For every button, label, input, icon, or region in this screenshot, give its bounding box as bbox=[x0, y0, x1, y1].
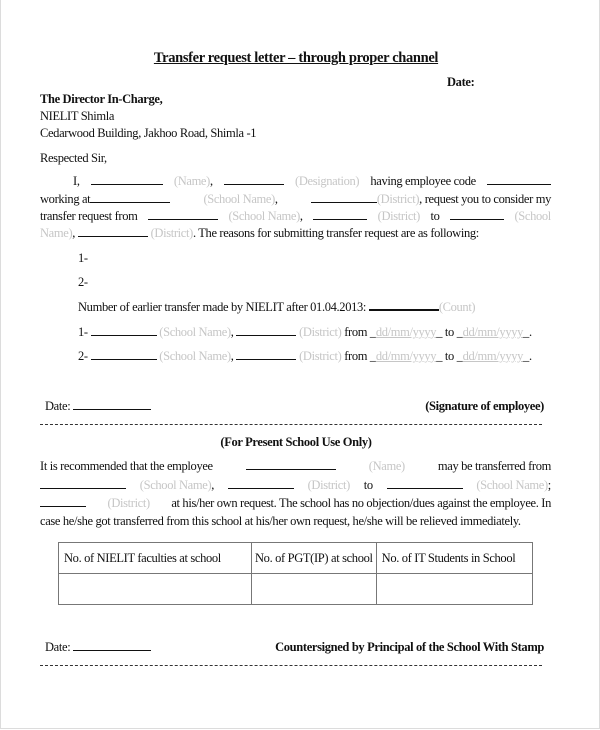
from-school-blank[interactable] bbox=[148, 208, 218, 220]
table-header-row bbox=[59, 543, 533, 574]
principal-date-blank[interactable] bbox=[73, 639, 151, 651]
text: , bbox=[209, 174, 213, 188]
to-date-field[interactable]: dd/mm/yyyy bbox=[462, 325, 524, 339]
reason-2[interactable]: 2- bbox=[78, 275, 88, 289]
recipient-org: NIELIT Shimla bbox=[40, 109, 115, 123]
school-blank[interactable] bbox=[90, 191, 170, 203]
text: Number of earlier transfer made by NIELIT after 01.04.2013: bbox=[78, 300, 367, 314]
text: ; bbox=[547, 478, 551, 492]
employee-date-blank[interactable] bbox=[73, 398, 151, 410]
placeholder: (Name) bbox=[173, 174, 210, 188]
placeholder: (District) bbox=[150, 226, 193, 240]
placeholder: (District) bbox=[376, 192, 420, 206]
text: , bbox=[230, 349, 234, 363]
rec-line-2 bbox=[40, 477, 551, 493]
text: , bbox=[299, 209, 303, 223]
employee-code-blank[interactable] bbox=[487, 173, 551, 185]
text: I, bbox=[73, 174, 80, 188]
placeholder: (School Name) bbox=[476, 478, 548, 492]
principal-date-line bbox=[45, 639, 151, 655]
count-blank[interactable] bbox=[369, 298, 439, 311]
text: . bbox=[528, 349, 532, 363]
pgt-ip-cell[interactable] bbox=[252, 574, 377, 605]
from-district-blank[interactable] bbox=[313, 208, 367, 220]
to-district-blank[interactable] bbox=[78, 225, 148, 237]
employee-signature-label: (Signature of employee) bbox=[425, 399, 544, 413]
placeholder: (School Name) bbox=[228, 209, 300, 223]
letter-title: Transfer request letter – through proper channel bbox=[153, 50, 439, 66]
para-line-3 bbox=[40, 208, 551, 224]
text: , request you to consider my bbox=[419, 192, 551, 206]
text: Date: bbox=[45, 399, 71, 413]
text: working at bbox=[40, 192, 91, 206]
text: to bbox=[444, 349, 454, 363]
history-district-blank[interactable] bbox=[236, 324, 296, 336]
placeholder: (School Name) bbox=[159, 349, 231, 363]
text: at his/her own request. The school has no objection/dues against the employee. In bbox=[171, 496, 551, 510]
history-school-blank[interactable] bbox=[91, 348, 157, 360]
district-blank[interactable] bbox=[311, 191, 377, 203]
para-line-2 bbox=[40, 191, 551, 207]
text: to bbox=[444, 325, 454, 339]
school-group bbox=[203, 191, 277, 207]
name-group bbox=[174, 173, 213, 189]
text: from bbox=[344, 349, 368, 363]
text: from bbox=[344, 325, 368, 339]
placeholder: (School Name) bbox=[159, 325, 231, 339]
from-date-field[interactable]: dd/mm/yyyy bbox=[375, 325, 437, 339]
designation-blank[interactable] bbox=[224, 173, 284, 185]
rec-to-district-blank[interactable] bbox=[40, 495, 86, 507]
date-label: Date: bbox=[447, 75, 475, 89]
earlier-transfers-line bbox=[78, 298, 475, 315]
divider bbox=[40, 424, 542, 425]
to-date-field[interactable]: dd/mm/yyyy bbox=[462, 349, 524, 363]
text: 1- bbox=[78, 325, 88, 339]
school-group bbox=[228, 208, 302, 224]
school-group bbox=[476, 477, 551, 493]
text: to bbox=[363, 478, 373, 492]
placeholder: (School bbox=[514, 209, 551, 223]
to-school-blank[interactable] bbox=[450, 208, 504, 220]
text: Date: bbox=[45, 640, 71, 654]
employee-name-blank[interactable] bbox=[246, 458, 336, 470]
school-info-table bbox=[58, 542, 533, 605]
district-group bbox=[311, 191, 551, 207]
countersigned-label: Countersigned by Principal of the School With Stamp bbox=[275, 640, 544, 654]
recipient-title: The Director In-Charge, bbox=[40, 92, 163, 106]
rec-line-1 bbox=[40, 458, 551, 474]
text: having employee code bbox=[370, 174, 476, 188]
placeholder: (District) bbox=[107, 496, 150, 510]
reason-1[interactable]: 1- bbox=[78, 251, 88, 265]
placeholder: (District) bbox=[377, 209, 420, 223]
text: transfer request from bbox=[40, 209, 138, 223]
from-date-field[interactable]: dd/mm/yyyy bbox=[375, 349, 437, 363]
salutation: Respected Sir, bbox=[40, 151, 107, 165]
header-pgt-ip: No. of PGT(IP) at school bbox=[252, 543, 377, 574]
it-students-cell[interactable] bbox=[376, 574, 532, 605]
placeholder: Name) bbox=[40, 226, 73, 240]
school-use-heading: (For Present School Use Only) bbox=[220, 435, 372, 449]
history-row-1: 1- (School Name), (District) from _dd/mm/yyyy_ to _dd/mm/yyyy_. bbox=[78, 325, 532, 339]
placeholder: (District) bbox=[299, 349, 342, 363]
working-group bbox=[40, 191, 170, 207]
text: to bbox=[430, 209, 440, 223]
rec-from-school-blank[interactable] bbox=[40, 477, 126, 489]
placeholder: (District) bbox=[299, 325, 342, 339]
name-blank[interactable] bbox=[91, 173, 163, 185]
para-line-4 bbox=[40, 225, 479, 241]
history-district-blank[interactable] bbox=[236, 348, 296, 360]
text: It is recommended that the employee bbox=[40, 459, 213, 473]
text: , bbox=[211, 478, 215, 492]
header-nielit-faculties: No. of NIELIT faculties at school bbox=[59, 543, 252, 574]
rec-to-school-blank[interactable] bbox=[387, 477, 463, 489]
header-it-students: No. of IT Students in School bbox=[376, 543, 532, 574]
text: , bbox=[72, 226, 76, 240]
divider bbox=[40, 665, 542, 666]
history-row-2: 2- (School Name), (District) from _dd/mm/yyyy_ to _dd/mm/yyyy_. bbox=[78, 349, 532, 363]
placeholder: (Count) bbox=[438, 300, 476, 314]
para-line-1 bbox=[73, 173, 551, 189]
placeholder: (School Name) bbox=[139, 478, 212, 492]
rec-line-3 bbox=[40, 495, 551, 511]
placeholder: (Name) bbox=[368, 459, 405, 473]
placeholder: (School Name) bbox=[203, 192, 275, 206]
text: . bbox=[528, 325, 532, 339]
placeholder: (District) bbox=[307, 478, 350, 492]
history-school-blank[interactable] bbox=[91, 324, 157, 336]
text: , bbox=[274, 192, 278, 206]
rec-from-district-blank[interactable] bbox=[228, 477, 294, 489]
rec-line-4: case he/she got transferred from this school at his/her own request, he/she will be relieved immediately. bbox=[40, 514, 521, 528]
text: , bbox=[230, 325, 234, 339]
table-row bbox=[59, 574, 533, 605]
placeholder: (Designation) bbox=[295, 174, 360, 188]
text: may be transferred from bbox=[437, 459, 551, 473]
employee-date-line bbox=[45, 398, 151, 414]
text: . The reasons for submitting transfer request are as following: bbox=[192, 226, 479, 240]
recipient-address: Cedarwood Building, Jakhoo Road, Shimla -1 bbox=[40, 126, 257, 140]
text: 2- bbox=[78, 349, 88, 363]
nielit-faculties-cell[interactable] bbox=[59, 574, 252, 605]
school-group bbox=[140, 477, 214, 493]
